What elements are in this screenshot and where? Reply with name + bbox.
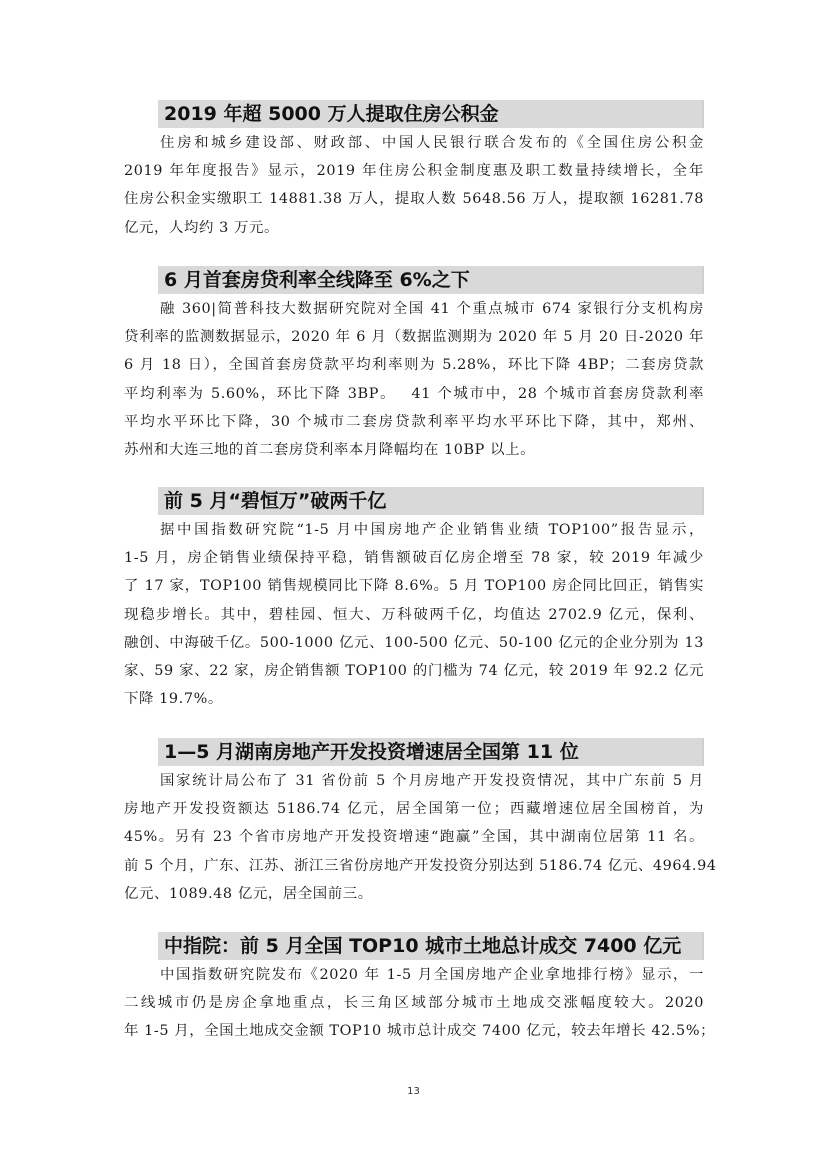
section-heading: 1—5 月湖南房地产开发投资增速居全国第 11 位 bbox=[164, 741, 579, 763]
body-line: 6 月 18 日），全国首套房贷款平均利率则为 5.28%，环比下降 4BP；二套房贷款 bbox=[124, 357, 704, 374]
body-line: 融创、中海破千亿。500-1000 亿元、100-500 亿元、50-100 亿元的企业分别为 13 bbox=[124, 634, 704, 651]
body-line: 住房和城乡建设部、财政部、中国人民银行联合发布的《全国住房公积金 bbox=[160, 135, 704, 151]
body-line: 现稳步增长。其中，碧桂园、恒大、万科破两千亿，均值达 2702.9 亿元，保利、 bbox=[124, 606, 704, 623]
section-heading-bar bbox=[124, 487, 704, 515]
section-body bbox=[124, 516, 704, 713]
section-heading-bar bbox=[124, 100, 704, 128]
body-line: 2019 年年度报告》显示，2019 年住房公积金制度惠及职工数量持续增长，全年 bbox=[124, 163, 704, 180]
section-heading: 2019 年超 5000 万人提取住房公积金 bbox=[164, 103, 499, 125]
body-line: 融 360|简普科技大数据研究院对全国 41 个重点城市 674 家银行分支机构房 bbox=[160, 301, 704, 317]
body-line: 据中国指数研究院“1-5 月中国房地产企业销售业绩 TOP100”报告显示， bbox=[160, 522, 704, 538]
body-line: 房地产开发投资额达 5186.74 亿元，居全国第一位；西藏增速位居全国榜首，为 bbox=[124, 801, 704, 818]
section-heading-bar bbox=[124, 932, 704, 960]
body-line: 亿元、1089.48 亿元，居全国前三。 bbox=[124, 885, 373, 902]
body-line: 苏州和大连三地的首二套房贷利率本月降幅均在 10BP 以上。 bbox=[124, 442, 536, 459]
body-line: 平均利率为 5.60%，环比下降 3BP。 41 个城市中，28 个城市首套房贷款利率 bbox=[124, 385, 704, 402]
section-land-transactions bbox=[124, 932, 716, 1046]
page-number: 13 bbox=[407, 1086, 420, 1097]
body-line: 1-5 月，房企销售业绩保持平稳，销售额破百亿房企增至 78 家，较 2019 年减少 bbox=[124, 550, 704, 567]
section-body bbox=[124, 767, 717, 908]
body-line: 亿元，人均约 3 万元。 bbox=[124, 219, 280, 236]
body-line: 平均水平环比下降，30 个城市二套房贷款利率平均水平环比下降，其中，郑州、 bbox=[124, 413, 704, 430]
section-body bbox=[124, 295, 704, 464]
body-line: 年 1-5 月，全国土地成交金额 TOP10 城市总计成交 7400 亿元，较去年增长 42.5%； bbox=[124, 1023, 716, 1040]
body-line: 45%。另有 23 个省市房地产开发投资增速“跑赢”全国，其中湖南位居第 11 名。 bbox=[124, 829, 704, 846]
section-heading: 中指院：前 5 月全国 TOP10 城市土地总计成交 7400 亿元 bbox=[164, 935, 682, 957]
section-mortgage-rate bbox=[124, 266, 704, 464]
section-heading: 前 5 月“碧恒万”破两千亿 bbox=[164, 490, 387, 512]
section-developer-sales bbox=[124, 487, 704, 713]
body-line: 住房公积金实缴职工 14881.38 万人，提取人数 5648.56 万人，提取额 16281.78 bbox=[124, 191, 704, 208]
section-body bbox=[124, 129, 704, 242]
section-heading: 6 月首套房贷利率全线降至 6%之下 bbox=[164, 269, 470, 291]
body-line: 家、59 家、22 家，房企销售额 TOP100 的门槛为 74 亿元，较 2019 年 92.2 亿元 bbox=[124, 663, 704, 680]
body-line: 二线城市仍是房企拿地重点，长三角区域部分城市土地成交涨幅度较大。2020 bbox=[124, 995, 704, 1012]
section-hunan-investment bbox=[124, 738, 717, 908]
section-heading-bar bbox=[124, 266, 704, 294]
body-line: 国家统计局公布了 31 省份前 5 个月房地产开发投资情况，其中广东前 5 月 bbox=[160, 773, 704, 789]
body-line: 前 5 个月，广东、江苏、浙江三省份房地产开发投资分别达到 5186.74 亿元、4964.94 bbox=[124, 857, 717, 874]
body-line: 下降 19.7%。 bbox=[124, 691, 223, 708]
section-housing-fund bbox=[124, 100, 704, 242]
body-line: 贷利率的监测数据显示，2020 年 6 月（数据监测期为 2020 年 5 月 20 日-2020 年 bbox=[124, 329, 704, 346]
body-line: 中国指数研究院发布《2020 年 1-5 月全国房地产企业拿地排行榜》显示，一 bbox=[160, 967, 704, 983]
section-heading-bar bbox=[124, 738, 704, 766]
section-body bbox=[124, 961, 716, 1046]
body-line: 了 17 家，TOP100 销售规模同比下降 8.6%。5 月 TOP100 房企同比回正，销售实 bbox=[124, 578, 704, 595]
